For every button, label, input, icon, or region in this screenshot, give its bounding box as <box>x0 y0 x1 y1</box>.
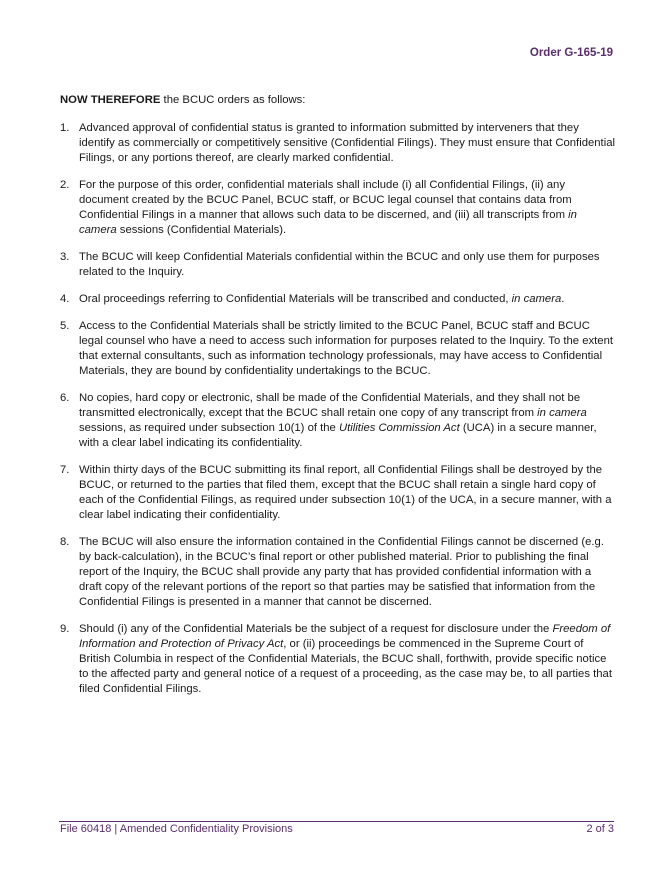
order-list <box>60 121 616 709</box>
list-item <box>60 319 616 379</box>
page-number: 2 of 3 <box>586 823 614 835</box>
list-item <box>60 121 616 166</box>
text-run: Should (i) any of the Confidential Materials be the subject of a request for disclosure under the <box>79 623 553 635</box>
list-item-text <box>79 122 615 164</box>
list-item-number: 1. <box>60 122 70 134</box>
italic-text: in camera <box>537 407 587 419</box>
list-item-text <box>79 251 600 278</box>
list-item <box>60 292 616 307</box>
list-item <box>60 178 616 238</box>
intro-bold: NOW THEREFORE <box>60 94 161 106</box>
list-item-number: 6. <box>60 392 70 404</box>
list-item-number: 2. <box>60 179 70 191</box>
intro-text: the BCUC orders as follows: <box>160 94 306 106</box>
list-item-text <box>79 179 577 236</box>
text-run: Oral proceedings referring to Confidential Materials will be transcribed and conducted, <box>79 293 512 305</box>
text-run: The BCUC will keep Confidential Materials confidential within the BCUC and only use them for purposes related to the Inquiry. <box>79 251 600 278</box>
list-item-number: 3. <box>60 251 70 263</box>
text-run: sessions (Confidential Materials). <box>116 224 287 236</box>
text-run: For the purpose of this order, confidential materials shall include (i) all Confidential Filings, (ii) any document created by the BCUC Panel, BCUC staff, or BCUC legal counsel that contains data from Confidential Filings in a manner that allows such data to be discerned, and (iii) all transcripts from <box>79 179 572 221</box>
list-item <box>60 463 616 523</box>
italic-text: Utilities Commission Act <box>338 422 460 434</box>
italic-text: in camera <box>511 293 562 305</box>
list-item <box>60 391 616 451</box>
text-run: Access to the Confidential Materials shall be strictly limited to the BCUC Panel, BCUC staff and BCUC legal counsel who have a need to access such information for purposes related to the Inquiry. To the extent that external consultants, such as information technology professionals, may have access to Confidential Materials, they are bound by confidentiality undertakings to the BCUC. <box>79 320 613 377</box>
text-run: No copies, hard copy or electronic, shall be made of the Confidential Materials, and they shall not be transmitted electronically, except that the BCUC shall retain one copy of any transcript from <box>79 392 581 419</box>
text-run: The BCUC will also ensure the information contained in the Confidential Filings cannot be discerned (e.g. by back-calculation), in the BCUC’s final report or other published material. Prior to publishing the final report of the Inquiry, the BCUC shall provide any party that has provided confidential information with a draft copy of the relevant portions of the report so that parties may be satisfied that information from the Confidential Filings is presented in a manner that cannot be discerned. <box>79 536 604 608</box>
list-item-text <box>79 623 612 695</box>
order-number: Order G-165-19 <box>529 47 613 59</box>
list-item-number: 5. <box>60 320 70 332</box>
list-item-number: 8. <box>60 536 70 548</box>
intro-paragraph <box>60 94 305 106</box>
footer-divider <box>59 821 614 822</box>
text-run: Advanced approval of confidential status is granted to information submitted by interveners that they identify as commercially or competitively sensitive (Confidential Filings). They must ensure that Confidential Filings, or any portions thereof, are clearly marked confidential. <box>79 122 615 164</box>
italic-text: in camera <box>79 209 577 236</box>
list-item-text <box>79 536 604 608</box>
list-item-text <box>79 392 597 449</box>
footer-file-label: File 60418 | Amended Confidentiality Provisions <box>60 823 293 835</box>
list-item-number: 4. <box>60 293 70 305</box>
text-run: (UCA) in a secure manner, with a clear label indicating its confidentiality. <box>79 422 597 449</box>
text-run: Within thirty days of the BCUC submitting its final report, all Confidential Filings shall be destroyed by the BCUC, or returned to the parties that filed them, except that the BCUC shall retain a single hard copy of each of the Confidential Filings, as required under subsection 10(1) of the UCA, in a secure manner, with a clear label indicating their confidentiality. <box>79 464 612 521</box>
list-item <box>60 622 616 697</box>
italic-text: Freedom of Information and Protection of Privacy Act <box>79 623 611 650</box>
text-run: sessions, as required under subsection 10(1) of the <box>79 422 339 434</box>
list-item-number: 9. <box>60 623 70 635</box>
text-run: . <box>561 293 565 305</box>
list-item-text <box>79 293 564 305</box>
list-item-text <box>79 320 613 377</box>
list-item-text <box>79 464 612 521</box>
list-item <box>60 250 616 280</box>
text-run: , or (ii) proceedings be commenced in the Supreme Court of British Columbia in respect of the Confidential Materials, the BCUC shall, forthwith, provide specific notice to the affected party and general notice of a request of a proceeding, as the case may be, to all parties that filed Confidential Filings. <box>79 638 612 695</box>
list-item <box>60 535 616 610</box>
list-item-number: 7. <box>60 464 70 476</box>
